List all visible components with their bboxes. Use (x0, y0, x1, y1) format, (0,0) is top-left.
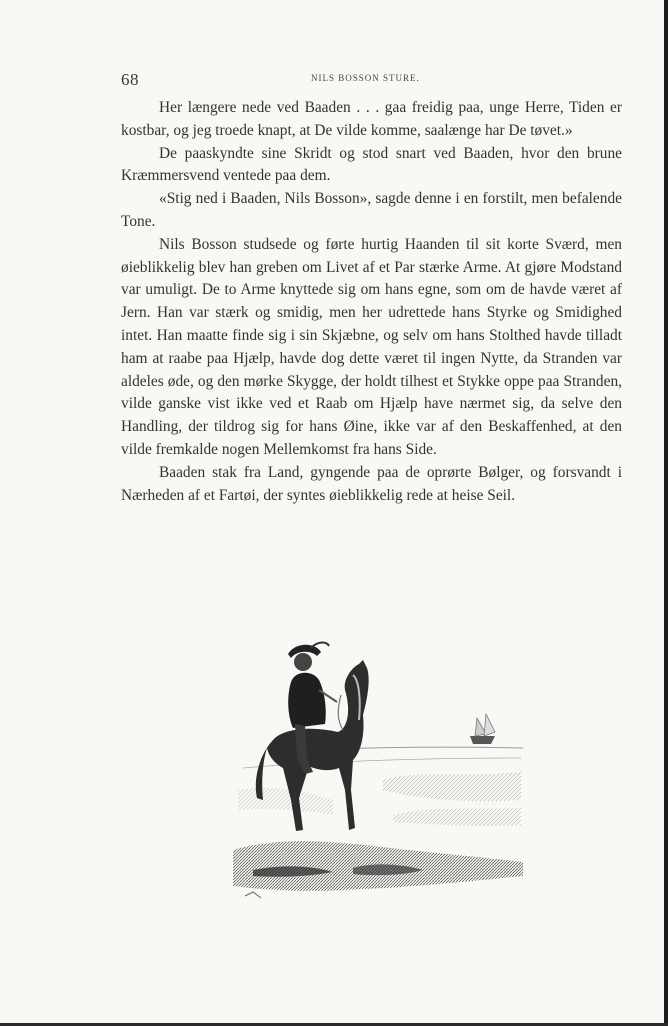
paragraph: Her længere nede ved Baaden . . . gaa freidig paa, unge Herre, Tiden er kostbar, og jeg troede knapt, at De vilde komme, saalænge har De tøvet.» (121, 99, 622, 139)
paragraph: Baaden stak fra Land, gyngende paa de oprørte Bølger, og forsvandt i Nærheden af et Fartøi, der syntes øieblikkelig rede at heise Seil. (121, 463, 622, 504)
page-number: 68 (121, 70, 139, 89)
horseman-illustration (233, 640, 523, 905)
paragraph: «Stig ned i Baaden, Nils Bosson», sagde denne i en forstilt, men befalende Tone. (121, 190, 622, 230)
page-edge-shadow (664, 0, 668, 1026)
body-text (121, 97, 622, 507)
paragraph: Nils Bosson studsede og førte hurtig Haanden til sit korte Sværd, men øieblikkelig blev han greben om Livet af et Par stærke Arme. At gjøre Modstand var umuligt. De to Arme knyttede sig om hans egne, som om de havde været af Jern. Han var stærk og smidig, men her udrettede hans Styrke og Smidighed intet. Han maatte finde sig i sin Skjæbne, og selv om hans Stolthed havde tilladt ham at raabe paa Hjælp, havde dog dette været til ingen Nytte, da Stranden var aldeles øde, og den mørke Skygge, der holdt tilhest et Stykke oppe paa Stranden, vilde ganske vist ikke ved et Raab om Hjælp have nærmet sig, da selve den Handling, der tildrog sig for hans Øine, ikke var af den Beskaffenhed, at den vilde fremkalde nogen Mellemkomst fra hans Side. (121, 235, 622, 458)
ship-icon (470, 714, 495, 744)
running-head: NILS BOSSON STURE. (311, 73, 420, 83)
page-header (121, 68, 621, 88)
paragraph: De paaskyndte sine Skridt og stod snart ved Baaden, hvor den brune Kræmmersvend ventede paa dem. (121, 144, 622, 185)
horseman-on-shore-icon (233, 640, 523, 905)
